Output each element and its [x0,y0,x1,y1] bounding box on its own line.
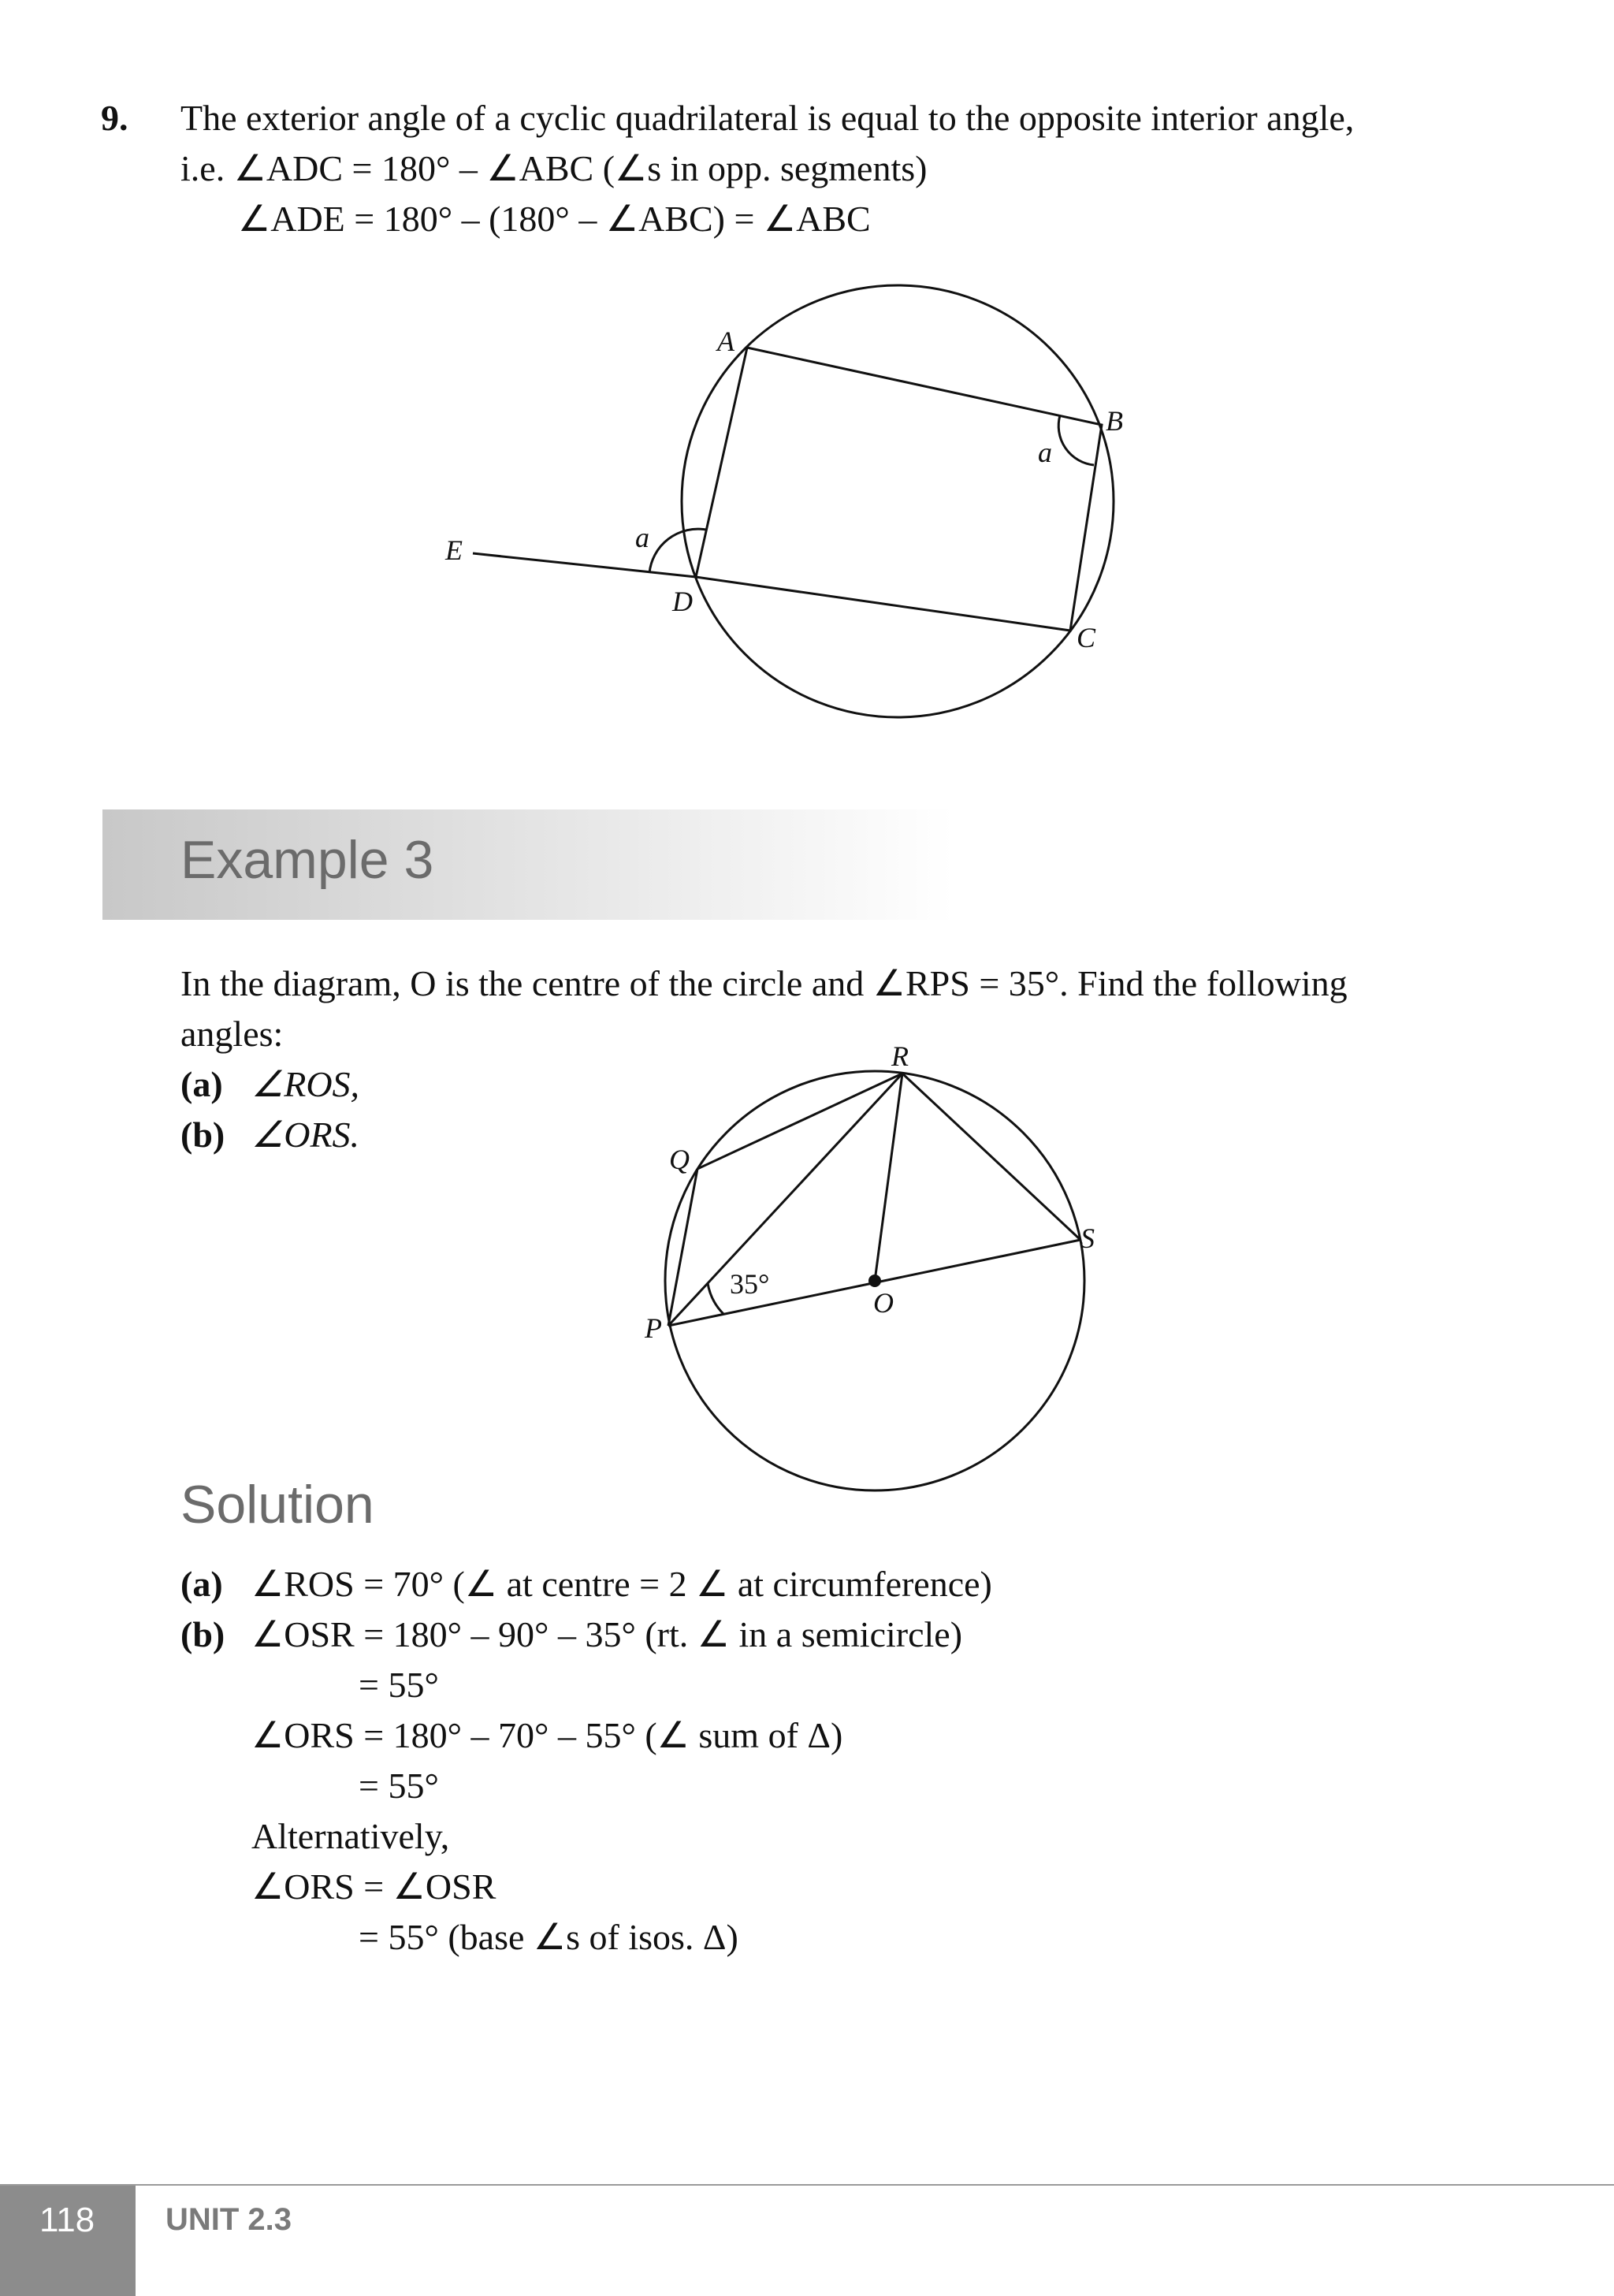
centre-point-o [868,1275,881,1287]
label-p: P [645,1312,662,1344]
question-text-line-3: ∠ADE = 180° – (180° – ∠ABC) = ∠ABC [238,199,871,239]
example-intro-line-2: angles: [180,1014,284,1054]
label-a: A [717,326,734,357]
part-b-text: ∠ORS. [251,1115,360,1155]
label-d: D [672,586,693,617]
label-r: R [891,1040,909,1072]
label-c: C [1077,622,1096,653]
solution-b-line-3: ∠ORS = 180° – 70° – 55° (∠ sum of Δ) [251,1715,843,1755]
question-text-line-2: i.e. ∠ADC = 180° – ∠ABC (∠s in opp. segments) [180,148,928,188]
question-text-line-1: The exterior angle of a cyclic quadrilateral is equal to the opposite interior angle, [180,98,1355,138]
part-b-label: (b) [180,1115,225,1155]
solution-b-line-1: ∠OSR = 180° – 90° – 35° (rt. ∠ in a semicircle) [251,1614,963,1654]
part-a-text: ∠ROS, [251,1064,360,1104]
solution-a-label: (a) [180,1564,223,1604]
page-number: 118 [39,2201,95,2239]
label-q: Q [669,1144,690,1175]
example-intro-line-1: In the diagram, O is the centre of the circle and ∠RPS = 35°. Find the following [180,963,1348,1003]
solution-heading: Solution [180,1475,374,1535]
angle-label-b: a [1038,437,1052,468]
solution-a-line: ∠ROS = 70° (∠ at centre = 2 ∠ at circumference) [251,1564,992,1604]
chord-rs [902,1074,1080,1240]
label-s: S [1080,1222,1095,1254]
chord-qr [697,1074,902,1169]
solution-alt-line-1: ∠ORS = ∠OSR [251,1866,496,1907]
radius-or [875,1074,902,1281]
example-heading: Example 3 [180,830,434,890]
solution-b-label: (b) [180,1614,225,1654]
question-number: 9. [101,98,128,138]
label-b: B [1106,405,1123,437]
label-o: O [873,1287,894,1319]
chord-pr [668,1074,902,1326]
part-a-label: (a) [180,1064,223,1104]
chord-pq [668,1169,697,1326]
angle-label-d: a [635,522,649,553]
solution-b-line-4: = 55° [359,1766,439,1806]
angle-label-35: 35° [730,1268,770,1300]
label-e: E [445,534,463,566]
unit-label: UNIT 2.3 [165,2202,292,2237]
angle-arc-p [708,1283,723,1314]
solution-alt-line-2: = 55° (base ∠s of isos. Δ) [359,1917,738,1957]
footer-rule [0,2184,1614,2186]
solution-b-line-2: = 55° [359,1665,439,1705]
solution-alternative: Alternatively, [251,1816,450,1856]
